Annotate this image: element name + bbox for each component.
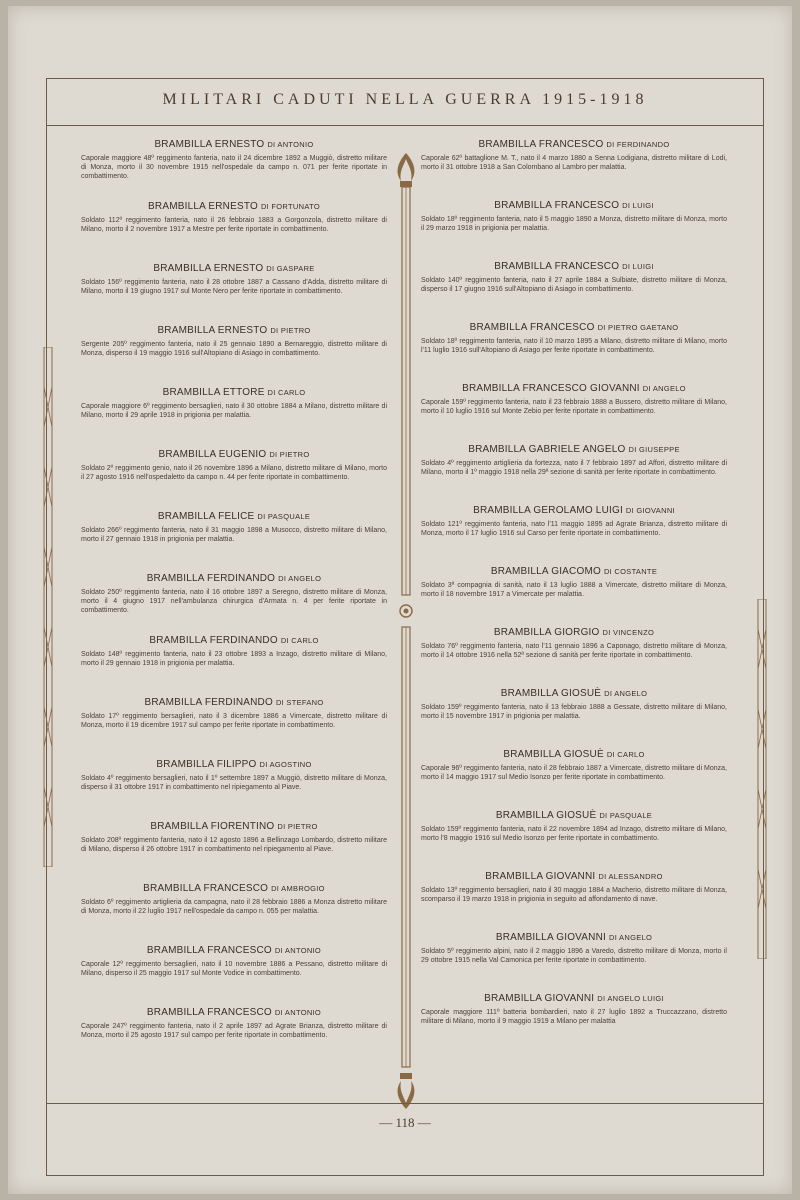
soldier-name: BRAMBILLA GIOVANNI (495, 932, 606, 943)
soldier-name: BRAMBILLA GABRIELE ANGELO (468, 444, 626, 455)
soldier-name: BRAMBILLA GEROLAMO LUIGI (473, 505, 623, 516)
parent-name: DI ANGELO (278, 574, 322, 583)
soldier-name: BRAMBILLA FERDINANDO (144, 697, 273, 708)
parent-name: DI VINCENZO (602, 628, 655, 637)
casualty-entry (81, 511, 387, 573)
entry-name (421, 505, 727, 516)
soldier-name: BRAMBILLA FRANCESCO (478, 139, 604, 150)
parent-name: DI CARLO (267, 388, 306, 397)
entry-name (81, 821, 387, 832)
entry-name (81, 1007, 387, 1018)
parent-name: DI COSTANTE (603, 567, 658, 576)
page-frame (46, 78, 764, 1176)
entry-name (81, 573, 387, 584)
entry-description: Soldato 121º reggimento fanteria, nato l'11 maggio 1895 ad Agrate Brianza, distretto militare di Monza, morto il 17 luglio 1916 sul Carso per ferite riportate in combattimento. (421, 521, 727, 537)
casualty-entry (81, 821, 387, 883)
soldier-name: BRAMBILLA FRANCESCO (469, 322, 595, 333)
entry-description: Sergente 205º reggimento fanteria, nato il 25 gennaio 1890 a Bernareggio, distretto militare di Monza, disperso il 19 maggio 1916 sull'Altopiano di Asiago in combattimento. (81, 341, 387, 357)
parent-name: DI ANGELO (642, 384, 686, 393)
casualty-entry (421, 627, 727, 688)
entry-description: Soldato 4º reggimento bersaglieri, nato il 1º settembre 1897 a Muggiò, distretto militare di Monza, disperso il 31 ottobre 1917 in combattimento nel ripiegamento al Piave. (81, 775, 387, 791)
right-fasces-ornament (755, 599, 769, 959)
casualty-entry (421, 688, 727, 749)
casualty-entry (81, 201, 387, 263)
entry-description: Soldato 76º reggimento fanteria, nato l'11 gennaio 1896 a Caponago, distretto militare di Monza, morto il 14 ottobre 1916 nella 52ª sezione di sanità per ferite riportate in combattimento. (421, 643, 727, 659)
soldier-name: BRAMBILLA GIOSUÈ (503, 749, 604, 760)
parent-name: DI ANGELO (604, 689, 648, 698)
casualty-entry (81, 139, 387, 201)
soldier-name: BRAMBILLA ERNESTO (154, 139, 265, 150)
casualty-entry (421, 139, 727, 200)
soldier-name: BRAMBILLA FELICE (157, 511, 255, 522)
soldier-name: BRAMBILLA FERDINANDO (146, 573, 276, 584)
parent-name: DI PASQUALE (257, 512, 311, 521)
entry-description: Caporale 12º reggimento bersaglieri, nato il 10 novembre 1886 a Pessano, distretto militare di Milano, disperso il 25 maggio 1917 sul Monte Vodice in combattimento. (81, 961, 387, 977)
casualty-entry (81, 883, 387, 945)
entry-name (81, 759, 387, 770)
entry-description: Soldato 2º reggimento genio, nato il 26 novembre 1896 a Milano, distretto militare di Milano, morto il 27 agosto 1916 nell'ospedaletto da campo n. 44 per ferite riportate in combattimento. (81, 465, 387, 481)
casualty-entry (421, 810, 727, 871)
soldier-name: BRAMBILLA GIORGIO (493, 627, 600, 638)
entry-description: Soldato 112º reggimento fanteria, nato il 26 febbraio 1883 a Gorgonzola, distretto militare di Milano, morto il 2 novembre 1917 a Mestre per ferite riportate in combattimento. (81, 217, 387, 233)
parent-name: DI GIUSEPPE (628, 445, 680, 454)
entry-description: Soldato 148º reggimento fanteria, nato il 23 ottobre 1893 a Inzago, distretto militare di Milano, morto il 29 gennaio 1918 in prigionia per malattia. (81, 651, 387, 667)
soldier-name: BRAMBILLA FRANCESCO (146, 1007, 272, 1018)
parent-name: DI CARLO (280, 636, 319, 645)
casualty-entry (81, 697, 387, 759)
entry-description: Soldato 208º reggimento fanteria, nato il 12 agosto 1896 a Bellinzago Lombardo, distretto militare di Milano, disperso il 26 ottobre 1917 in combattimento nel ripiegamento al Piave. (81, 837, 387, 853)
parent-name: DI LUIGI (622, 262, 654, 271)
casualty-entry (421, 932, 727, 993)
parent-name: DI PIETRO (269, 450, 310, 459)
parent-name: DI AMBROGIO (271, 884, 325, 893)
parent-name: DI PIETRO (270, 326, 311, 335)
casualty-entry (81, 945, 387, 1007)
entry-name (421, 627, 727, 638)
entry-name (81, 325, 387, 336)
casualty-entry (421, 749, 727, 810)
casualty-entry (421, 566, 727, 627)
entry-name (421, 871, 727, 882)
entry-description: Caporale 96º reggimento fanteria, nato il 28 febbraio 1887 a Vimercate, distretto militare di Monza, morto il 14 maggio 1917 sul Medio Isonzo per ferite riportate in combattimento. (421, 765, 727, 781)
entry-name (421, 993, 727, 1004)
entry-description: Caporale maggiore 48º reggimento fanteria, nato il 24 dicembre 1892 a Muggiò, distretto militare di Monza, morto il 30 novembre 1915 nell'ospedale da campo n. 071 per ferite riportate in combattimento. (81, 155, 387, 180)
parent-name: DI CARLO (606, 750, 645, 759)
parent-name: DI ANGELO (608, 933, 653, 942)
entry-name (421, 688, 727, 699)
entry-name (81, 449, 387, 460)
parent-name: DI ALESSANDRO (598, 872, 663, 881)
casualty-entry (81, 635, 387, 697)
entry-description: Soldato 266º reggimento fanteria, nato il 31 maggio 1898 a Musocco, distretto militare di Milano, morto il 27 gennaio 1918 in prigionia per malattia. (81, 527, 387, 543)
entry-description: Caporale 62º battaglione M. T., nato il 4 marzo 1880 a Senna Lodigiana, distretto militare di Lodi, morto il 31 ottobre 1918 a San Colombano al Lambro per malattia. (421, 155, 727, 171)
entry-description: Soldato 4º reggimento artiglieria da fortezza, nato il 7 febbraio 1897 ad Affori, distretto militare di Milano, morto il 1º maggio 1918 nella 29ª sezione di sanità per ferite riportate in combattimento. (421, 460, 727, 476)
soldier-name: BRAMBILLA ERNESTO (148, 201, 258, 212)
soldier-name: BRAMBILLA ERNESTO (157, 325, 268, 336)
soldier-name: BRAMBILLA FRANCESCO (494, 261, 620, 272)
entry-name (81, 697, 387, 708)
casualty-entry (421, 322, 727, 383)
footer-rule (47, 1103, 763, 1104)
entry-description: Caporale maggiore 6º reggimento bersaglieri, nato il 30 ottobre 1884 a Milano, distretto militare di Milano, morto il 29 aprile 1918 in prigionia per malattia. (81, 403, 387, 419)
entry-name (421, 810, 727, 821)
entry-name (81, 387, 387, 398)
entry-description: Soldato 13º reggimento bersaglieri, nato il 30 maggio 1884 a Macherio, distretto militare di Monza, scomparso il 19 marzo 1918 in prigionia in seguito ad affondamento di nave. (421, 887, 727, 903)
casualty-entry (81, 387, 387, 449)
entry-name (81, 511, 387, 522)
entry-name (421, 200, 727, 211)
entry-description: Soldato 159º reggimento fanteria, nato il 22 novembre 1894 ad Inzago, distretto militare di Milano, morto l'8 maggio 1916 sul Medio Isonzo per ferite riportate in combattimento. (421, 826, 727, 842)
soldier-name: BRAMBILLA ERNESTO (153, 263, 264, 274)
page-number: — 118 — (379, 1115, 431, 1130)
parent-name: DI GASPARE (266, 264, 315, 273)
parent-name: DI FERDINANDO (606, 140, 670, 149)
casualty-entry (81, 325, 387, 387)
soldier-name: BRAMBILLA FRANCESCO (494, 200, 620, 211)
entry-name (81, 263, 387, 274)
page-title: MILITARI CADUTI NELLA GUERRA 1915-1918 (162, 91, 648, 108)
soldier-name: BRAMBILLA FRANCESCO (146, 945, 272, 956)
parent-name: DI STEFANO (275, 698, 324, 707)
soldier-name: BRAMBILLA EUGENIO (158, 449, 267, 460)
entry-description: Soldato 18º reggimento fanteria, nato il 10 marzo 1895 a Milano, distretto militare di Milano, morto l'11 luglio 1916 sull'Altopiano di Asiago per ferite riportate in combattimento. (421, 338, 727, 354)
left-column (81, 139, 387, 1069)
soldier-name: BRAMBILLA GIOSUÈ (500, 688, 602, 699)
book-page (8, 6, 792, 1194)
right-column (421, 139, 727, 1054)
casualty-entry (421, 993, 727, 1054)
entry-description: Soldato 6º reggimento artiglieria da campagna, nato il 28 febbraio 1886 a Monza distretto militare di Monza, morto il 22 luglio 1917 nell'ospedale da campo n. 055 per malattia. (81, 899, 387, 915)
entry-name (81, 201, 387, 212)
entry-description: Soldato 250º reggimento fanteria, nato il 16 ottobre 1897 a Seregno, distretto militare di Monza, morto il 4 giugno 1917 nell'ambulanza chirurgica d'Armata n. 4 per ferite riportate in combattimento. (81, 589, 387, 614)
entry-description: Soldato 18º reggimento fanteria, nato il 5 maggio 1890 a Monza, distretto militare di Monza, morto il 29 marzo 1918 in prigionia per malattia. (421, 216, 727, 232)
casualty-entry (421, 444, 727, 505)
parent-name: DI ANTONIO (274, 1008, 322, 1017)
soldier-name: BRAMBILLA GIOVANNI (485, 871, 596, 882)
parent-name: DI PASQUALE (599, 811, 653, 820)
casualty-entry (81, 573, 387, 635)
soldier-name: BRAMBILLA FERDINANDO (149, 635, 278, 646)
entry-name (421, 322, 727, 333)
entry-description: Caporale 159º reggimento fanteria, nato il 23 febbraio 1888 a Bussero, distretto militare di Milano, morto il 10 luglio 1916 sul Monte Zebio per ferite riportate in combattimento. (421, 399, 727, 415)
parent-name: DI AGOSTINO (259, 760, 312, 769)
casualty-entry (421, 200, 727, 261)
parent-name: DI PIETRO GAETANO (597, 323, 679, 332)
entry-name (421, 566, 727, 577)
casualty-entry (81, 449, 387, 511)
entry-name (421, 261, 727, 272)
title-rule (47, 125, 763, 126)
left-fasces-ornament (41, 347, 55, 867)
soldier-name: BRAMBILLA FRANCESCO (143, 883, 269, 894)
parent-name: DI ANGELO LUIGI (597, 994, 664, 1003)
entry-description: Soldato 156º reggimento fanteria, nato il 28 ottobre 1887 a Cassano d'Adda, distretto militare di Milano, morto il 19 giugno 1917 sul Monte Nero per ferite riportate in combattimento. (81, 279, 387, 295)
casualty-entry (81, 759, 387, 821)
parent-name: DI ANTONIO (274, 946, 322, 955)
parent-name: DI ANTONIO (267, 140, 314, 149)
casualty-entry (421, 871, 727, 932)
entry-description: Soldato 140º reggimento fanteria, nato il 27 aprile 1884 a Sulbiate, distretto militare di Monza, disperso il 17 giugno 1916 sull'Altopiano di Asiago in combattimento. (421, 277, 727, 293)
soldier-name: BRAMBILLA FILIPPO (156, 759, 257, 770)
entry-name (81, 635, 387, 646)
parent-name: DI FORTUNATO (260, 202, 320, 211)
soldier-name: BRAMBILLA GIOVANNI (484, 993, 595, 1004)
soldier-name: BRAMBILLA GIOSUÈ (495, 810, 597, 821)
soldier-name: BRAMBILLA FIORENTINO (150, 821, 275, 832)
casualty-entry (421, 505, 727, 566)
entry-description: Caporale maggiore 111º batteria bombardieri, nato il 27 luglio 1892 a Truccazzano, distretto militare di Milano, morto il 9 maggio 1919 a Milano per malattia (421, 1009, 727, 1025)
entry-name (81, 945, 387, 956)
entry-description: Soldato 159º reggimento fanteria, nato il 13 febbraio 1888 a Gessate, distretto militare di Milano, morto il 15 novembre 1917 in prigionia per malattia. (421, 704, 727, 720)
entry-description: Soldato 3ª compagnia di sanità, nato il 13 luglio 1888 a Vimercate, distretto militare di Monza, morto il 18 novembre 1917 a Vimercate per malattia. (421, 582, 727, 598)
soldier-name: BRAMBILLA ETTORE (162, 387, 265, 398)
parent-name: DI LUIGI (622, 201, 654, 210)
entry-name (421, 932, 727, 943)
casualty-entry (421, 261, 727, 322)
central-torch-ornament (393, 151, 419, 1111)
entry-name (81, 139, 387, 150)
entry-name (421, 444, 727, 455)
entry-description: Caporale 247º reggimento fanteria, nato il 2 aprile 1897 ad Agrate Brianza, distretto militare di Monza, morto il 25 agosto 1917 sul campo per ferite riportate in combattimento. (81, 1023, 387, 1039)
entry-description: Soldato 17º reggimento bersaglieri, nato il 3 dicembre 1886 a Vimercate, distretto militare di Monza, morto il 19 dicembre 1917 sul campo per ferite riportate in combattimento. (81, 713, 387, 729)
entry-name (421, 749, 727, 760)
parent-name: DI GIOVANNI (625, 506, 675, 515)
casualty-entry (81, 263, 387, 325)
entry-description: Soldato 5º reggimento alpini, nato il 2 maggio 1896 a Varedo, distretto militare di Monza, morto il 29 ottobre 1915 nella Val Camonica per ferite riportate in combattimento. (421, 948, 727, 964)
soldier-name: BRAMBILLA FRANCESCO GIOVANNI (462, 383, 640, 394)
entry-name (421, 383, 727, 394)
entry-name (421, 139, 727, 150)
casualty-entry (81, 1007, 387, 1069)
soldier-name: BRAMBILLA GIACOMO (490, 566, 601, 577)
entry-name (81, 883, 387, 894)
casualty-entry (421, 383, 727, 444)
parent-name: DI PIETRO (277, 822, 318, 831)
